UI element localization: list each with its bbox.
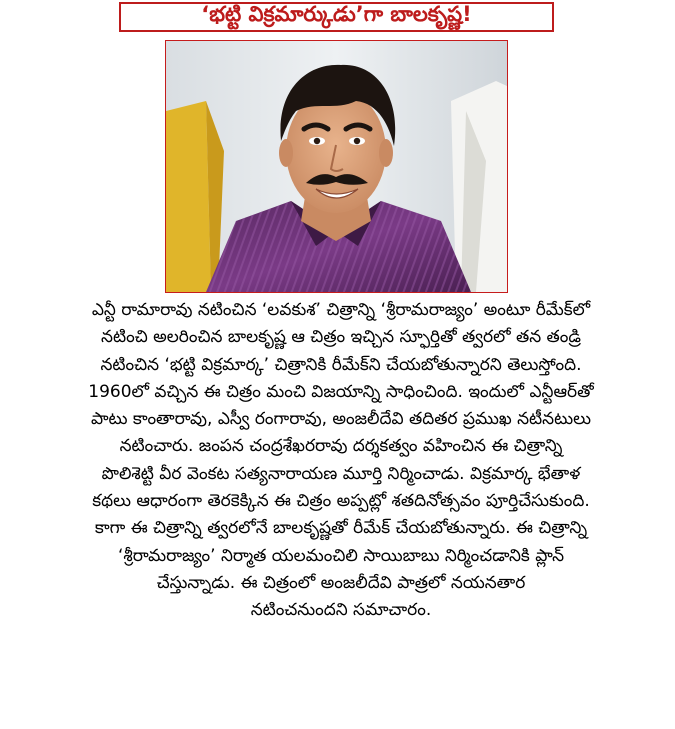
- article-line: ‘శ్రీరామరాజ్యం’ నిర్మాత యలమంచిలి సాయిబాబు నిర్మించడానికి ప్లాన్: [117, 545, 565, 566]
- headline: ‘భట్టి విక్రమార్కుడు’గా బాలకృష్ణ!: [201, 2, 472, 26]
- article-line: కాగా ఈ చిత్రాన్ని త్వరలోనే బాలకృష్ణతో రీమేక్ చేయబోతున్నారు. ఈ చిత్రాన్ని: [94, 518, 588, 539]
- article-line: ఎన్టీ రామారావు నటించిన ‘లవకుశ’ చిత్రాన్ని ‘శ్రీరామరాజ్యం’ అంటూ రీమేక్‌లో: [91, 300, 591, 320]
- article-line: నటించి అలరించిన బాలకృష్ణ ఆ చిత్రం ఇచ్చిన స్ఫూర్తితో త్వరలో తన తండ్రి: [101, 327, 581, 348]
- article-line: నటించిన ‘భట్టి విక్రమార్క’ చిత్రానికి రీమేక్‌ని చేయబోతున్నారని తెలుస్తోంది.: [100, 354, 582, 375]
- portrait-photo: [165, 40, 508, 293]
- article-line: చేస్తున్నాడు. ఈ చిత్రంలో అంజలీదేవి పాత్రలో నయనతార: [156, 572, 526, 593]
- article-line: కథలు ఆధారంగా తెరకెక్కిన ఈ చిత్రం అప్పట్లో శతదినోత్సవం పూర్తిచేసుకుంది.: [92, 491, 590, 512]
- yellow-flag: [166, 101, 211, 292]
- headline-box: [119, 2, 554, 32]
- article-line: పొలిశెట్టి వీర వెంకట సత్యనారాయణ మూర్తి నిర్మించాడు. విక్రమార్క భేతాళ: [101, 463, 581, 484]
- article-line: నటించనుందని సమాచారం.: [250, 600, 432, 621]
- article-line: పాటు కాంతారావు, ఎస్వీ రంగారావు, అంజలీదేవి తదితర ప్రముఖ నటీనటులు: [90, 409, 592, 430]
- article-line: 1960లో వచ్చిన ఈ చిత్రం మంచి విజయాన్ని సాధించింది. ఇందులో ఎన్టీఆర్‌తో: [88, 381, 594, 402]
- article-body: [72, 297, 610, 625]
- portrait-illustration: [166, 41, 507, 292]
- article-line: నటించారు. జంపన చంద్రశేఖరరావు దర్శకత్వం వహించిన ఈ చిత్రాన్ని: [119, 436, 563, 457]
